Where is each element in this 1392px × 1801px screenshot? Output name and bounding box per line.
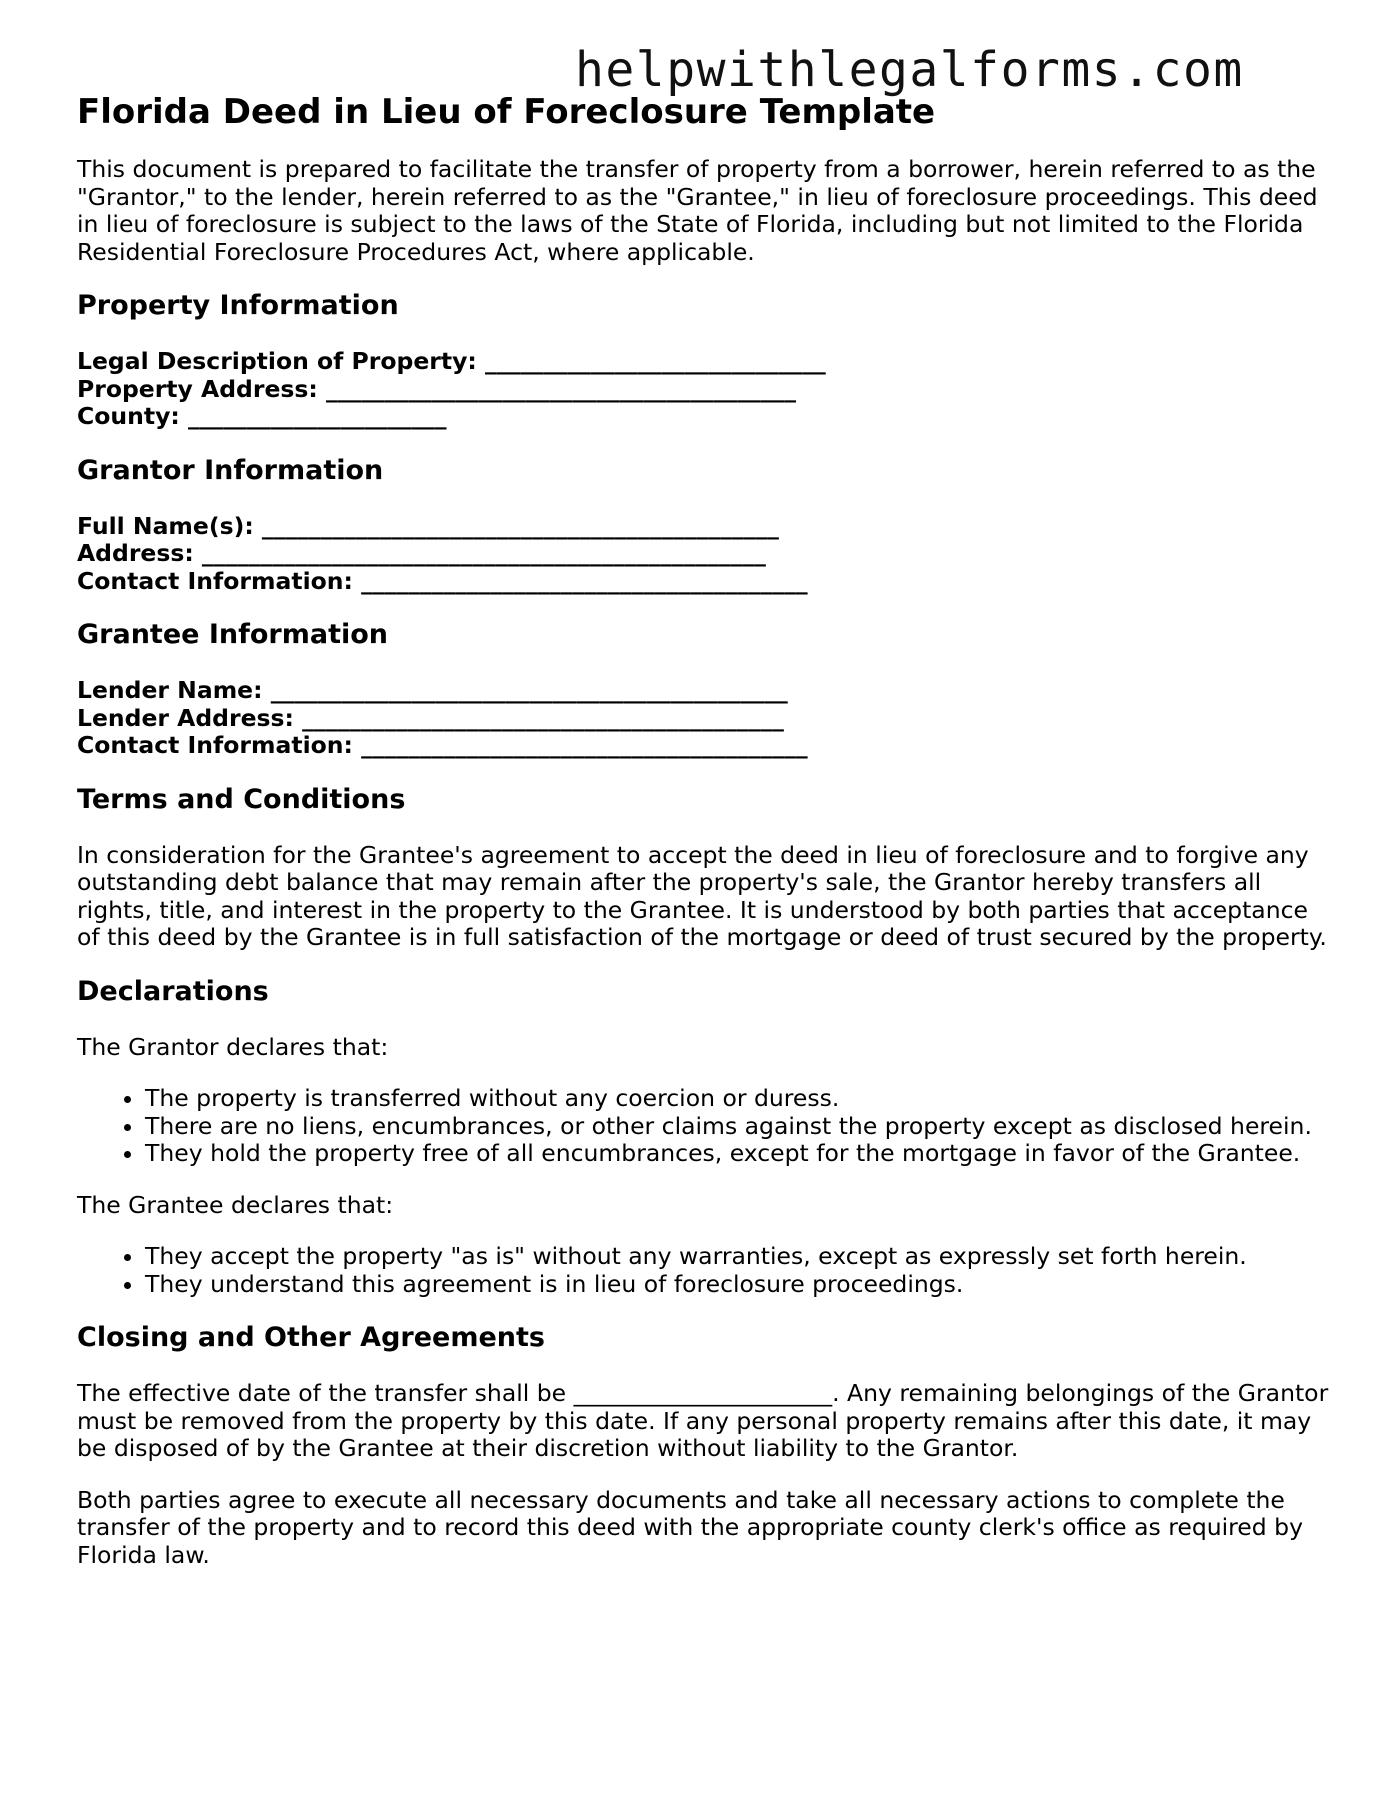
grantor-name-field[interactable]: Full Name(s): ____________________________________________ — [77, 511, 779, 540]
list-item: • They understand this agreement is in lieu of foreclosure proceedings. — [145, 1271, 1337, 1299]
property-info-heading: Property Information — [77, 290, 399, 321]
terms-paragraph: In consideration for the Grantee's agreement to accept the deed in lieu of foreclosure and to forgive any outstanding debt balance that may remain after the property's sale, the Grantor hereby transfers all rights, title, and interest in the property to the Grantee. It is understood by both parties that acceptance of this deed by the Grantee is in full satisfaction of the mortgage or deed of trust secured by the property. — [77, 840, 1327, 951]
list-item: • The property is transferred without any coercion or duress. — [145, 1085, 1337, 1113]
grantee-info-heading: Grantee Information — [77, 619, 389, 650]
grantee-info-fields — [77, 677, 1337, 760]
grantor-declares-intro: The Grantor declares that: — [77, 1032, 389, 1061]
grantor-info-fields — [77, 513, 1337, 596]
closing-paragraph-2: Both parties agree to execute all necessary documents and take all necessary actions to complete the transfer of the property and to record this deed with the appropriate county clerk's office as required by Florida law. — [77, 1485, 1303, 1569]
site-watermark: helpwithlegalforms.com — [575, 42, 1244, 98]
document-title: Florida Deed in Lieu of Foreclosure Template — [77, 92, 936, 132]
lender-address-field[interactable]: Lender Address: _________________________________________ — [77, 703, 784, 732]
grantor-contact-field[interactable]: Contact Information: ______________________________________ — [77, 566, 808, 595]
grantee-declares-intro: The Grantee declares that: — [77, 1190, 394, 1219]
grantee-contact-field[interactable]: Contact Information: ______________________________________ — [77, 731, 808, 759]
list-item: • They accept the property "as is" without any warranties, except as expressly set forth herein. — [145, 1243, 1337, 1271]
intro-paragraph: This document is prepared to facilitate the transfer of property from a borrower, herein referred to as the "Grantor," to the lender, herein referred to as the "Grantee," in lieu of foreclosure proceedings. This deed in lieu of foreclosure is subject to the laws of the State of Florida, including but not limited to the Florida Residential Foreclosure Procedures Act, where applicable. — [77, 155, 1318, 266]
property-address-field[interactable]: Property Address: ________________________________________ — [77, 374, 796, 403]
legal-description-field[interactable]: Legal Description of Property: _____________________________ — [77, 347, 826, 375]
closing-paragraph-1: The effective date of the transfer shall be ______________________. Any remaining belongings of the Grantor must be removed from the property by this date. If any personal property remains after this date, it may be disposed of by the Grantee at their discretion without liability to the Grantor. — [77, 1379, 1329, 1462]
property-info-fields — [77, 348, 1337, 431]
grantor-info-heading: Grantor Information — [77, 454, 384, 486]
list-item: • There are no liens, encumbrances, or other claims against the property except as disclosed herein. — [145, 1113, 1337, 1141]
grantor-declarations-list — [77, 1085, 1337, 1168]
lender-name-field[interactable]: Lender Name: ____________________________________________ — [77, 676, 788, 704]
document-page — [77, 88, 1337, 1569]
grantee-declarations-list — [77, 1243, 1337, 1298]
list-item: • They hold the property free of all encumbrances, except for the mortgage in favor of the Grantee. — [145, 1140, 1337, 1168]
declarations-heading: Declarations — [77, 975, 269, 1007]
terms-heading: Terms and Conditions — [77, 783, 406, 815]
closing-heading: Closing and Other Agreements — [77, 1322, 545, 1353]
county-field[interactable]: County: ______________________ — [77, 402, 447, 430]
grantor-address-field[interactable]: Address: ________________________________________________ — [77, 539, 766, 567]
